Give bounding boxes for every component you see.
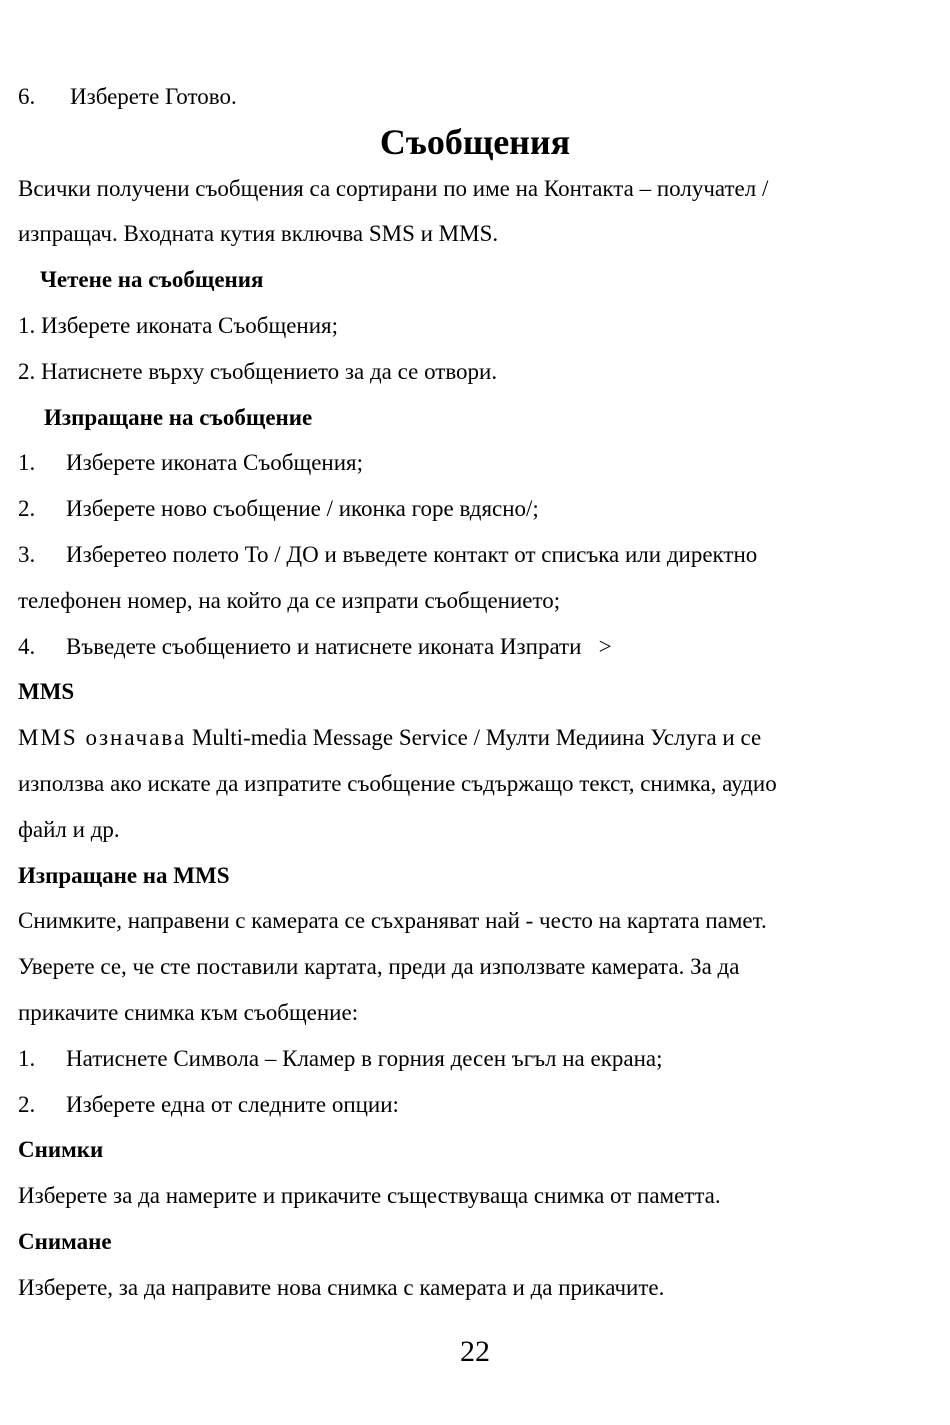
send-mms-heading: Изпращане на MMS [18, 862, 230, 888]
send-mms-item [18, 1036, 918, 1082]
intro-line: изпращач. Входната кутия включва SMS и MMS. [18, 221, 499, 247]
sending-item [18, 440, 918, 486]
send-mms-line: прикачите снимка към съобщение: [18, 999, 359, 1025]
item-text: Изберетео полето То / ДО и въведете контакт от списъка или директно [66, 541, 758, 567]
send-mms-line: Уверете се, че сте поставили картата, преди да използвате камерата. За да [18, 954, 740, 980]
shooting-heading: Снимане [18, 1228, 112, 1254]
step-6 [18, 74, 918, 120]
item-number: 2. [18, 1091, 36, 1117]
section-title: Съобщения [379, 121, 571, 162]
mms-line: използва ако искате да изпратите съобщение съдържащо текст, снимка, аудио [18, 770, 777, 796]
shooting-text: Изберете, за да направите нова снимка с камерата и да прикачите. [18, 1274, 665, 1300]
sending-item [18, 624, 918, 670]
mms-rest: Multi-media Message Service / Мулти Медиина Услуга и се [186, 725, 762, 751]
item-number: 1. [18, 450, 36, 476]
step-number: 6. [18, 84, 36, 109]
item-number: 1. [18, 1045, 36, 1071]
reading-item: 1. Изберете иконата Съобщения; [18, 312, 338, 338]
item-text: Изберете ново съобщение / иконка горе вдясно/; [66, 496, 539, 522]
photos-text: Изберете за да намерите и прикачите съществуваща снимка от паметта. [18, 1183, 721, 1209]
reading-item: 2. Натиснете върху съобщението за да се отвори. [18, 358, 498, 384]
send-mms-item [18, 1082, 918, 1128]
item-number: 3. [18, 541, 36, 567]
item-text: Натиснете Символа – Кламер в горния десен ъгъл на екрана; [66, 1045, 663, 1071]
sending-item-continuation: телефонен номер, на който да се изпрати съобщението; [18, 587, 561, 613]
page-number: 22 [460, 1335, 490, 1368]
mms-heading: MMS [18, 679, 75, 705]
item-number: 4. [18, 633, 36, 659]
mms-line: файл и др. [18, 816, 120, 842]
item-number: 2. [18, 496, 36, 522]
item-text: Въведете съобщението и натиснете иконата Изпрати > [66, 633, 612, 659]
reading-heading: Четене на съобщения [40, 267, 264, 293]
mms-prefix: MMS означава [18, 725, 187, 751]
sending-heading: Изпращане на съобщение [44, 404, 313, 430]
intro-line: Всички получени съобщения са сортирани по име на Контакта – получател / [18, 175, 769, 201]
sending-item [18, 532, 918, 578]
mms-line [18, 715, 918, 761]
item-text: Изберете една от следните опции: [66, 1091, 399, 1117]
send-mms-line: Снимките, направени с камерата се съхраняват най - често на картата памет. [18, 908, 767, 934]
item-text: Изберете иконата Съобщения; [66, 450, 363, 476]
document-page [18, 74, 918, 1311]
step-text: Изберете Готово. [70, 84, 237, 109]
photos-heading: Снимки [18, 1137, 104, 1163]
sending-item [18, 486, 918, 532]
